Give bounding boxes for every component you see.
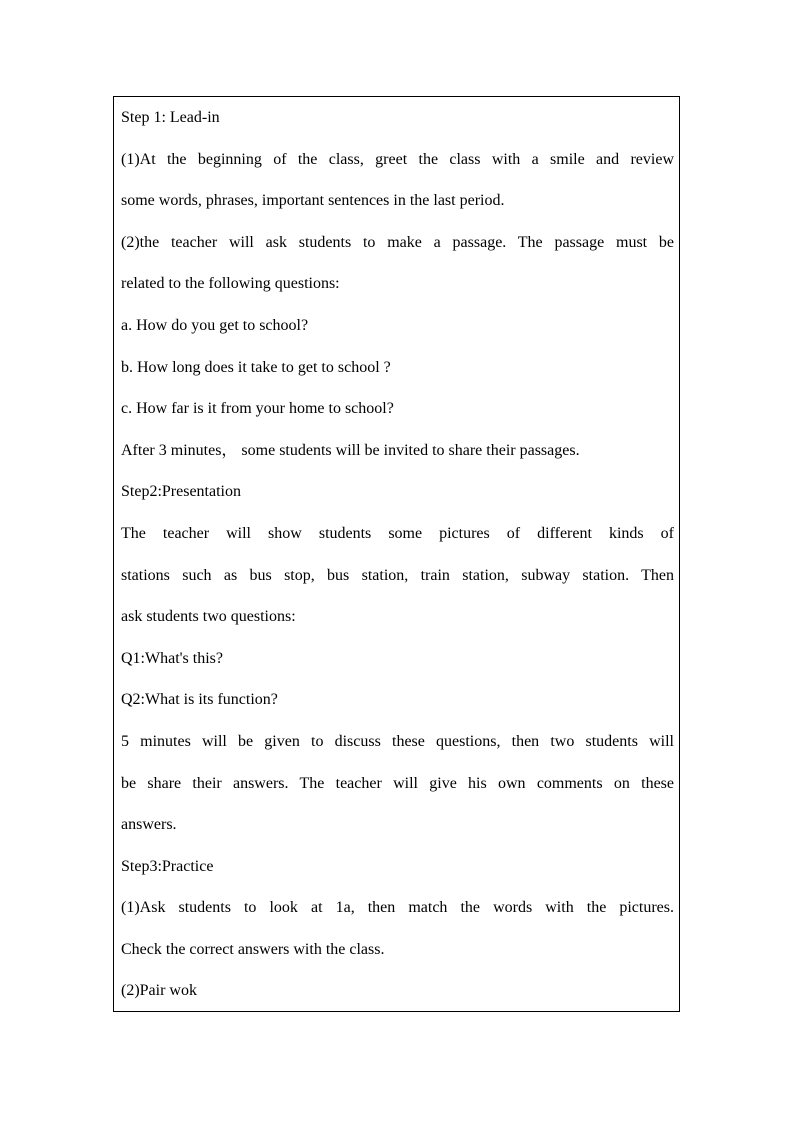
text-line: (2)the teacher will ask students to make a passage. The passage must be [121,233,674,251]
text-line: related to the following questions: [121,275,340,293]
text-line: Q1:What's this? [121,649,223,667]
text-line: ask students two questions: [121,608,296,626]
text-line: After 3 minutes， some students will be invited to share their passages. [121,441,580,459]
text-line: Step 1: Lead-in [121,109,220,126]
text-line: (1)Ask students to look at 1a, then match the words with the pictures. [121,899,674,917]
text-line: a. How do you get to school? [121,316,309,334]
text-line: be share their answers. The teacher will give his own comments on these [121,774,674,792]
text-line: b. How long does it take to get to school ? [121,358,391,376]
text-line: answers. [121,816,177,834]
text-line: Q2:What is its function? [121,691,278,709]
lesson-plan-box [113,96,680,1012]
text-line: stations such as bus stop, bus station, train station, subway station. Then [121,566,674,584]
text-line: Check the correct answers with the class. [121,940,385,958]
text-line: some words, phrases, important sentences in the last period. [121,192,505,210]
text-line: 5 minutes will be given to discuss these questions, then two students will [121,732,674,750]
text-line: Step2:Presentation [121,483,241,501]
text-line: (2)Pair wok [121,982,197,1000]
text-line: c. How far is it from your home to school? [121,400,394,418]
lesson-plan-text [121,97,674,1012]
text-line: (1)At the beginning of the class, greet the class with a smile and review [121,150,674,168]
text-line: Step3:Practice [121,857,214,875]
text-line: The teacher will show students some pictures of different kinds of [121,524,674,542]
